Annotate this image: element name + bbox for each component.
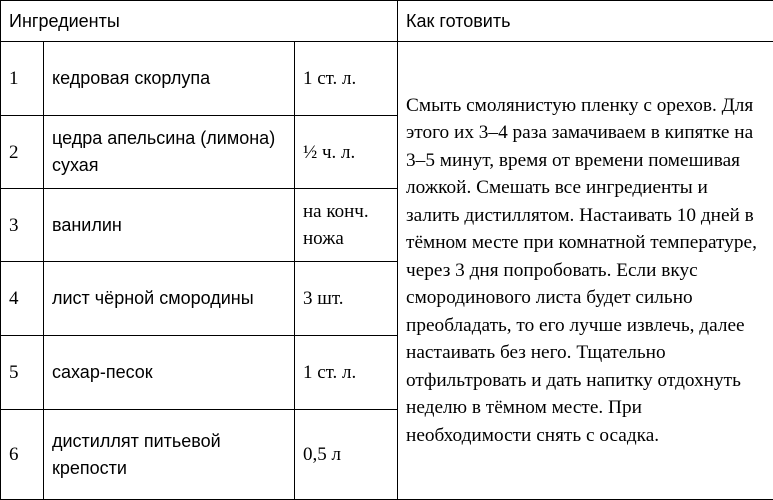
- ingredient-name: цедра апельсина (лимона) сухая: [44, 116, 295, 189]
- ingredients-header: Ингредиенты: [1, 1, 398, 42]
- row-number: 6: [1, 410, 44, 500]
- how-to-cook-header: Как готовить: [398, 1, 773, 42]
- ingredient-name: ванилин: [44, 189, 295, 262]
- row-number: 4: [1, 262, 44, 336]
- row-number: 5: [1, 336, 44, 410]
- ingredient-amount: 3 шт.: [295, 262, 398, 336]
- ingredient-name: дистиллят питьевой крепости: [44, 410, 295, 500]
- header-row: [1, 1, 773, 42]
- table-row: [1, 42, 773, 116]
- ingredient-amount: на конч. ножа: [295, 189, 398, 262]
- ingredient-amount: 1 ст. л.: [295, 336, 398, 410]
- row-number: 1: [1, 42, 44, 116]
- ingredient-amount: 1 ст. л.: [295, 42, 398, 116]
- ingredient-name: кедровая скорлупа: [44, 42, 295, 116]
- row-number: 2: [1, 116, 44, 189]
- instructions-text: Смыть смолянистую пленку с орехов. Для этого их 3–4 раза замачиваем в кипятке на 3–5 минут, время от времени помешивая ложкой. Смешать все ингредиенты и залить дистиллятом. Настаивать 10 дней в тёмном месте при комнатной температуре, через 3 дня попробовать. Если вкус смородинового листа будет сильно преобладать, то его лучше извлечь, далее настаивать без него. Тщательно отфильтровать и дать напитку отдохнуть неделю в тёмном месте. При необходимости снять с осадка.: [398, 42, 773, 500]
- ingredient-amount: ½ ч. л.: [295, 116, 398, 189]
- row-number: 3: [1, 189, 44, 262]
- ingredient-name: сахар-песок: [44, 336, 295, 410]
- ingredient-amount: 0,5 л: [295, 410, 398, 500]
- ingredient-name: лист чёрной смородины: [44, 262, 295, 336]
